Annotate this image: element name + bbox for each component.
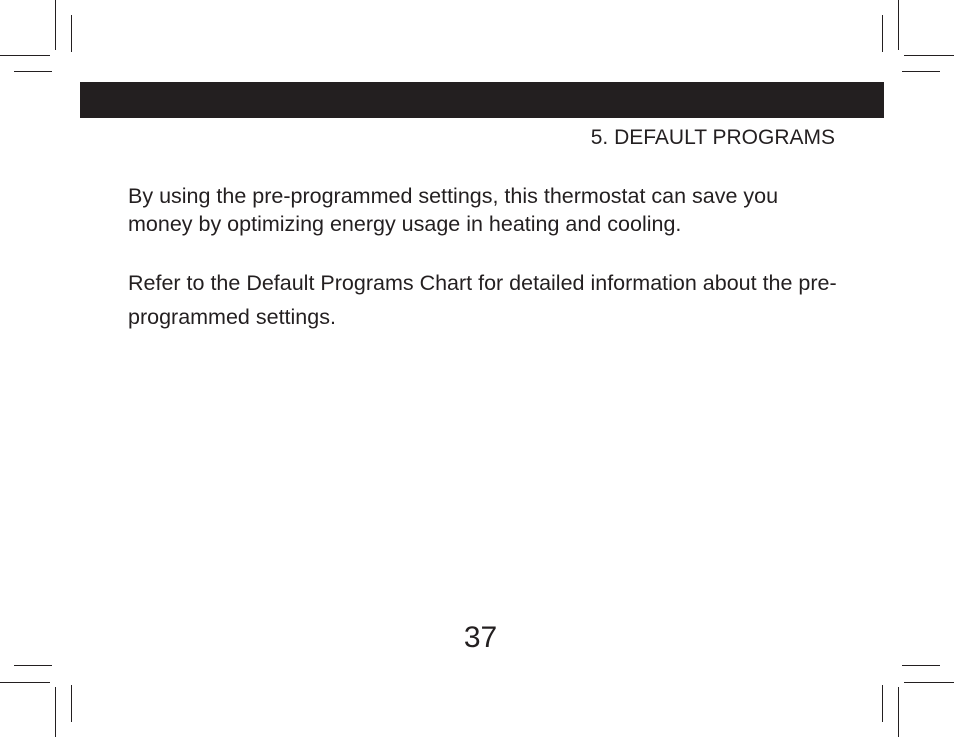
crop-mark bbox=[14, 665, 52, 666]
crop-mark bbox=[14, 71, 52, 72]
crop-mark bbox=[902, 665, 940, 666]
crop-mark bbox=[0, 55, 50, 56]
body-paragraph: Refer to the Default Programs Chart for detailed information about the pre-programmed settings. bbox=[128, 271, 837, 329]
page-number: 37 bbox=[463, 621, 498, 654]
crop-mark bbox=[71, 685, 72, 722]
crop-mark bbox=[882, 685, 883, 722]
section-title: 5. DEFAULT PROGRAMS bbox=[590, 126, 835, 149]
crop-mark bbox=[55, 687, 56, 737]
crop-mark bbox=[904, 55, 954, 56]
crop-mark bbox=[882, 15, 883, 52]
crop-mark bbox=[902, 71, 940, 72]
crop-mark bbox=[55, 0, 56, 50]
body-paragraph: By using the pre-programmed settings, this thermostat can save you money by optimizing energy usage in heating and cooling. bbox=[128, 184, 779, 236]
header-bar bbox=[80, 82, 884, 118]
crop-mark bbox=[0, 682, 50, 683]
crop-mark bbox=[898, 687, 899, 737]
crop-mark bbox=[904, 682, 954, 683]
crop-mark bbox=[898, 0, 899, 50]
crop-mark bbox=[71, 15, 72, 52]
